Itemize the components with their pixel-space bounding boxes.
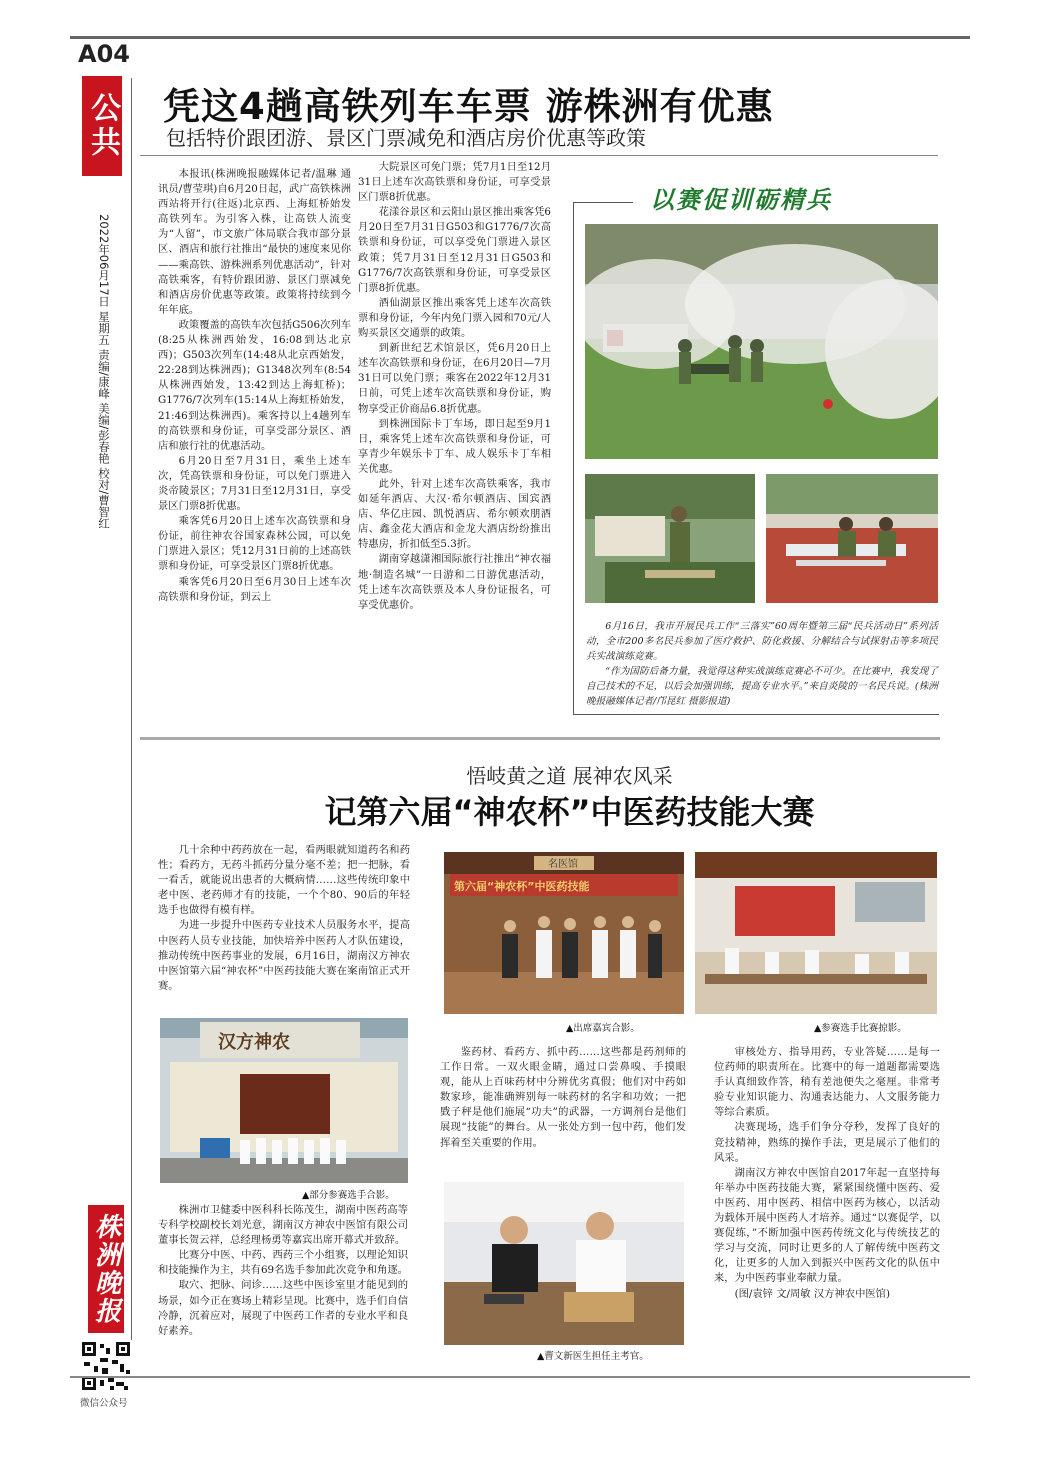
lead-column-1 bbox=[158, 167, 351, 720]
lead-column-2-paragraph: 酒仙湖景区推出乘客凭上述车次高铁票和身份证，今年内免门票入园和70元/人购买景区交通票的政策。 bbox=[358, 296, 551, 340]
lead-column-1-paragraph: 乘客凭6月20日至6月30日上述车次高铁票和身份证，到云上 bbox=[158, 575, 351, 603]
tcm-column-c-paragraph: 决赛现场，选手们争分夺秒，发挥了良好的竞技精神，熟练的操作手法，更是展示了他们的风采。 bbox=[714, 1121, 940, 1164]
guests-photo-sign: 名医馆 bbox=[548, 859, 578, 870]
group-photo bbox=[160, 1018, 408, 1183]
photo-frame-top bbox=[573, 202, 633, 203]
lead-column-2-paragraph: 大院景区可免门票；凭7月1日至12月31日上述车次高铁票和身份证，可享受景区门票8折优惠。 bbox=[358, 161, 551, 204]
top-rule bbox=[70, 36, 970, 39]
lead-column-1-paragraph: 政策覆盖的高铁车次包括G506次列车(8:25从株洲西始发，16:08到达北京西)；G503次列车(14:48从北京西始发，22:28到达株洲西)；G1348次列车(8:54从株洲西始发，13:42到达上海虹桥)；G1776/7次列车(15:14从上海虹桥始发，21:46到达株洲西)。乘客持以上4趟列车的高铁票和身份证，可享受部分景区、酒店和旅行社的优惠活动。 bbox=[158, 318, 351, 452]
photo-frame-left bbox=[573, 202, 574, 714]
lead-column-2-paragraph: 到株洲国际卡丁车场，即日起至9月1日，乘客凭上述车次高铁票和身份证，可享青少年娱乐卡丁车、成人娱乐卡丁车相关优惠。 bbox=[358, 417, 551, 475]
tcm-column-c-paragraph: (图/袁锌 文/周敏 汉方神农中医馆) bbox=[734, 1287, 890, 1300]
examiner-photo bbox=[444, 1182, 684, 1345]
tcm-intro-paragraph: 为进一步提升中医药专业技术人员服务水平，提高中医药人员专业技能，加快培养中医药人才队伍建设，推动传统中医药事业的发展，6月16日，湖南汉方神农中医馆第六届“神农杯”中医药技能大赛在案南馆正式开赛。 bbox=[158, 919, 410, 992]
bottom-rule bbox=[70, 1376, 970, 1378]
lead-column-1-paragraph: 本报讯(株洲晚报融媒体记者/温琳 通讯员/曹莹琪)自6月20日起，武广高铁株洲西站将开行(往返)北京西、上海虹桥始发高铁列车。为引客入株，让高铁人流变为“人留”，市文旅广体局联合我市部分景区、酒店和旅行社推出“最快的速度来见你——乘高铁、游株洲系列优惠活动”，针对高铁乘客，有特价跟团游、景区门票减免和酒店房价优惠等政策。政策将持续到今年年底。 bbox=[158, 168, 351, 316]
tcm-column-b-paragraph: 鉴药材、看药方、抓中药……这些都是药剂师的工作日常。一双火眼金睛，通过口尝鼻嗅、手摸眼观，能从上百味药材中分辨优劣真假；他们对中药如数家珍，能准确辨别每一味药材的名字和功效；一把戥子秤是他们施展“功夫”的武器，一方调剂台是他们展现“技能”的舞台。从一张处方到一包中药，他们发挥着至关重要的作用。 bbox=[440, 1046, 686, 1149]
guests-photo-banner: 第六届“神农杯”中医药技能 bbox=[454, 880, 590, 893]
tcm-column-a-paragraph: 株洲市卫健委中医科科长陈茂生，湖南中医药高等专科学校副校长刘光意，湖南汉方神农中医馆有限公司董事长贺云祥，总经理杨勇等嘉宾出席开幕式并致辞。 bbox=[158, 1204, 408, 1247]
paper-logo bbox=[88, 1205, 124, 1333]
examiner-caption: ▲曹文新医生担任主考官。 bbox=[537, 1351, 649, 1362]
tcm-column-a bbox=[158, 1203, 408, 1363]
group-caption: ▲部分参赛选手合影。 bbox=[302, 1190, 395, 1201]
storefront-sign: 汉方神农 bbox=[218, 1032, 290, 1053]
qr-code[interactable] bbox=[80, 1340, 132, 1392]
tcm-column-a-paragraph: 取穴、把脉、问诊……这些中医诊室里才能见到的场景，如今正在赛场上精彩呈现。比赛中，选手们自信冷静，沉着应对，展现了中医药工作者的专业水平和良好素养。 bbox=[158, 1279, 408, 1337]
training-title: 以赛促训砺精兵 bbox=[650, 186, 832, 214]
lead-subtitle: 包括特价跟团游、景区门票减免和酒店房价优惠等政策 bbox=[166, 126, 646, 150]
lead-column-2-paragraph: 湖南穿越潇湘国际旅行社推出“神农福地·制造名城”一日游和二日游优惠活动，凭上述车次高铁票及本人身份证报名，可享受优惠价。 bbox=[358, 553, 551, 611]
lead-column-2-paragraph: 花漾谷景区和云阳山景区推出乘客凭6月20日至7月31日G503和G1776/7次高铁票和身份证，可以享受免门票进入景区政策；凭7月31日至12月31日G503和G1776/7次高铁票和身份证，可享受景区门票8折优惠。 bbox=[358, 206, 551, 294]
lead-rule bbox=[140, 155, 938, 156]
tcm-column-a-paragraph: 比赛分中医、中药、西药三个小组赛，以理论知识和技能操作为主，共有69名选手参加此次竞争和角逐。 bbox=[158, 1249, 408, 1277]
lead-column-2-paragraph: 此外，针对上述车次高铁乘客，我市如延年酒店、大汉·希尔顿酒店、国宾酒店、华亿庄园、凯悦酒店、希尔顿欢朋酒店、鑫金花大酒店和金龙大酒店纷纷推出特惠房，折扣低至5.3折。 bbox=[358, 477, 551, 551]
guests-caption: ▲出席嘉宾合影。 bbox=[566, 1023, 640, 1034]
firstaid-photo-2 bbox=[766, 474, 938, 603]
section-divider bbox=[140, 737, 940, 740]
lead-title: 凭这4趟高铁列车车票 游株洲有优惠 bbox=[163, 85, 774, 128]
guests-photo bbox=[444, 852, 684, 1014]
paper-logo-text: 株洲晚报 bbox=[90, 1213, 121, 1325]
tcm-intro-paragraph: 几十余种中药药放在一起，看两眼就知道药名和药性；看药方，无药斗抓药分量分毫不差；把一把脉，看一看舌，就能说出患者的大概病情……这些传统印象中老中医、老药师才有的技能，一个个80、90后的年轻选手也做得有模有样。 bbox=[158, 844, 410, 917]
training-caption-text: 6月16日，我市开展民兵工作“三落实”60周年暨第三届“民兵活动日”系列活动，全市200多名民兵参加了医疗救护、防化救援、分解结合与试探射击等多项民兵实战演练竞赛。 bbox=[586, 621, 938, 662]
lead-column-1-paragraph: 6月20日至7月31日，乘坐上述车次，凭高铁票和身份证，可以免门票进入炎帝陵景区；7月31日至12月31日，享受景区门票8折优惠。 bbox=[158, 454, 351, 513]
contest-photo bbox=[695, 852, 937, 1014]
section-label: 公共 bbox=[85, 92, 120, 160]
page-number: A04 bbox=[78, 40, 130, 68]
lead-column-2-paragraph: 到新世纪艺术馆景区，凭6月20日上述车次高铁票和身份证，在6月20日—7月31日可以免门票；乘客在2022年12月31日前，可凭上述车次高铁票和身份证，购物享受正价商品6.8折优惠。 bbox=[358, 342, 551, 415]
dateline: 2022年06月17日 星期五 责编/康峰 美编/彭春艳 校对/曹智红 bbox=[97, 214, 111, 529]
firstaid-photo-1 bbox=[585, 474, 755, 603]
tcm-column-c-paragraph: 审核处方、指导用药，专业答疑……是每一位药师的职责所在。比赛中的每一道题都需要选手认真细致作答，稍有差池便失之毫厘。非常考验专业知识能力、沟通表达能力、人文服务能力等综合素质。 bbox=[714, 1046, 940, 1119]
tcm-kicker: 悟岐黄之道 展神农风采 bbox=[466, 764, 673, 788]
tcm-title: 记第六届“神农杯”中医药技能大赛 bbox=[324, 793, 815, 831]
section-tag bbox=[82, 76, 122, 176]
tcm-column-c-paragraph: 湖南汉方神农中医馆自2017年起一直坚持每年举办中医药技能大赛，紧紧围绕懂中医药、爱中医药、用中医药、相信中医药为核心，以活动为载体开展中医药人才培养。通过“以赛促学，以赛促练，”不断加强中医药传统文化与传统技艺的学习与交流，同时让更多的人了解传统中医药文化，让更多的人加入到振兴中医药文化的队伍中来，为中医药事业奉献力量。 bbox=[714, 1166, 940, 1285]
training-caption bbox=[586, 619, 938, 709]
contest-caption: ▲参赛选手比赛掠影。 bbox=[814, 1023, 907, 1034]
sidebar-rule bbox=[131, 78, 132, 1366]
training-quote-text: “作为国防后备力量，我觉得这种实战演练竞赛必不可少。在比赛中，我发现了自己技术的不足，以后会加强训练，提高专业水平。”来自炎陵的一名民兵说。(株洲晚报融媒体记者/邝昆红 摄影报道) bbox=[586, 666, 938, 707]
photo-frame-bottom bbox=[573, 714, 939, 715]
tcm-column-b bbox=[440, 1045, 686, 1180]
drill-photo bbox=[585, 224, 938, 459]
lead-column-1-paragraph: 乘客凭6月20日上述车次高铁票和身份证，前往神农谷国家森林公园，可以免门票进入景区；凭12月31日前的上述高铁票和身份证，可享受景区门票8折优惠。 bbox=[158, 515, 351, 573]
tcm-intro bbox=[158, 843, 410, 1018]
lead-column-2 bbox=[358, 160, 551, 720]
tcm-column-c bbox=[714, 1045, 940, 1355]
qr-label: 微信公众号 bbox=[80, 1398, 128, 1409]
